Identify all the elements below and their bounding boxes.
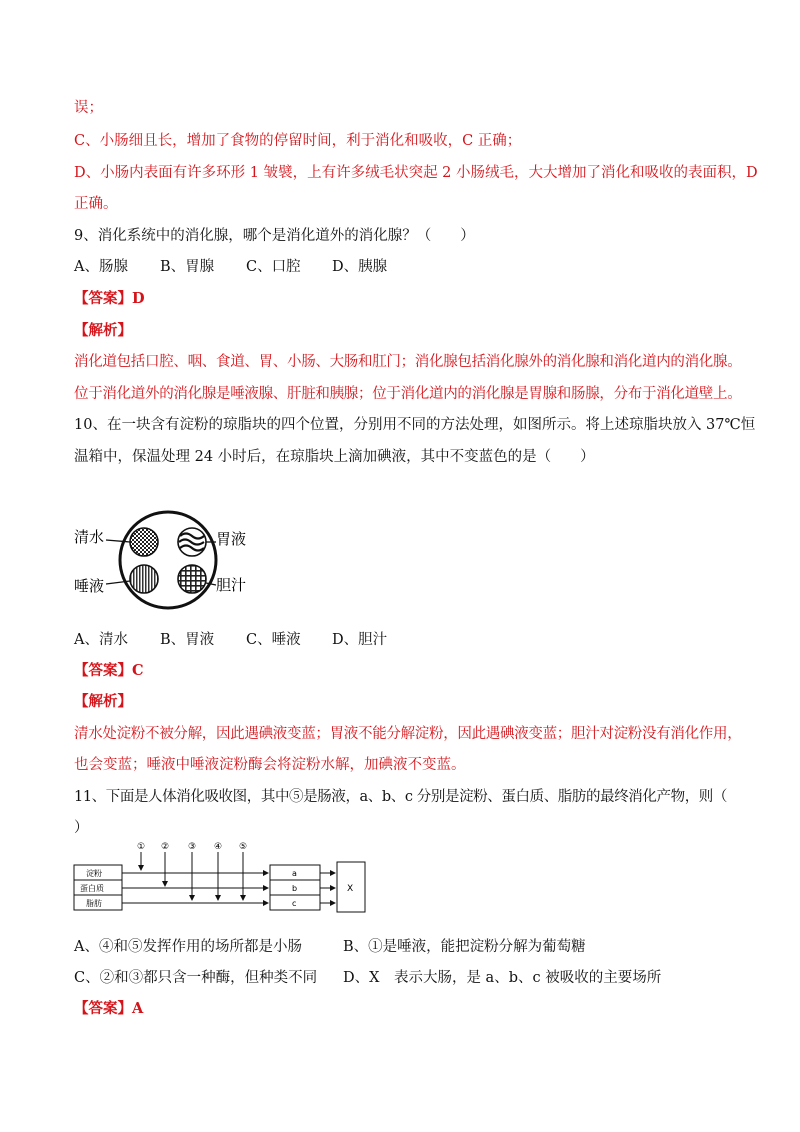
analysis-option-c: C、小肠细且长，增加了食物的停留时间，利于消化和吸收，C 正确； xyxy=(74,133,522,149)
option-c: C、口腔 xyxy=(246,259,301,275)
question-10-line-2: 温箱中，保温处理 24 小时后，在琼脂块上滴加碘液，其中不变蓝色的是（ ） xyxy=(74,449,595,465)
marker-5: ⑤ xyxy=(239,842,248,852)
option-a: A、肠腺 xyxy=(74,259,128,275)
question-10-analysis-2: 也会变蓝；唾液中唾液淀粉酶会将淀粉水解，加碘液不变蓝。 xyxy=(74,757,466,773)
row-fat: 脂肪 xyxy=(86,899,102,908)
analysis-continued-line: 误； xyxy=(74,100,103,116)
analysis-option-d: D、小肠内表面有许多环形 1 皱襞，上有许多绒毛状突起 2 小肠绒毛，大大增加了消化和吸收的表面积，D xyxy=(74,165,758,181)
question-9: 9、消化系统中的消化腺，哪个是消化道外的消化腺？（ ） xyxy=(74,228,475,244)
option-d: D、胆汁 xyxy=(332,632,388,648)
marker-4: ④ xyxy=(214,842,223,852)
option-b: B、胃腺 xyxy=(160,259,215,275)
question-11-option-b: B、①是唾液，能把淀粉分解为葡萄糖 xyxy=(343,939,586,955)
analysis-option-d-end: 正确。 xyxy=(74,196,118,212)
label-saliva: 唾液 xyxy=(74,577,105,595)
marker-1: ① xyxy=(137,842,146,852)
question-9-analysis-2: 位于消化道外的消化腺是唾液腺、肝脏和胰腺；位于消化道内的消化腺是胃腺和肠腺，分布于消化道壁上。 xyxy=(74,386,742,402)
saliva-spot xyxy=(130,565,158,593)
digestion-flow-figure xyxy=(72,840,372,920)
question-11-answer: 【答案】A xyxy=(74,1000,144,1017)
question-9-analysis-label: 【解析】 xyxy=(74,322,132,339)
bile-spot xyxy=(178,565,206,593)
marker-3: ③ xyxy=(188,842,197,852)
agar-plate-circle xyxy=(120,512,216,608)
question-9-analysis-1: 消化道包括口腔、咽、食道、胃、小肠、大肠和肛门；消化腺包括消化腺外的消化腺和消化道内的消化腺。 xyxy=(74,354,742,370)
question-10-line-1: 10、在一块含有淀粉的琼脂块的四个位置，分别用不同的方法处理，如图所示。将上述琼脂块放入 37℃恒 xyxy=(74,417,756,433)
agar-plate-figure xyxy=(70,505,260,615)
label-gastric: 胃液 xyxy=(216,530,247,548)
question-9-answer: 【答案】D xyxy=(74,290,145,307)
question-11-option-c: C、②和③都只含一种酶，但种类不同 xyxy=(74,970,318,986)
label-water: 清水 xyxy=(74,528,105,546)
option-c: C、唾液 xyxy=(246,632,301,648)
question-10-analysis-1: 清水处淀粉不被分解，因此遇碘液变蓝；胃液不能分解淀粉，因此遇碘液变蓝；胆汁对淀粉没有消化作用， xyxy=(74,726,742,742)
water-spot xyxy=(130,528,158,556)
label-bile: 胆汁 xyxy=(216,576,247,594)
gastric-spot xyxy=(178,528,206,556)
marker-2: ② xyxy=(161,842,170,852)
question-11-line-2: ） xyxy=(74,820,89,836)
question-10-analysis-label: 【解析】 xyxy=(74,693,132,710)
row-protein: 蛋白质 xyxy=(80,884,104,893)
question-10-answer: 【答案】C xyxy=(74,662,144,679)
question-10-options xyxy=(74,630,387,650)
row-starch: 淀粉 xyxy=(86,869,102,878)
product-c: c xyxy=(292,899,297,908)
question-9-options xyxy=(74,257,387,277)
option-b: B、胃液 xyxy=(160,632,215,648)
option-d: D、胰腺 xyxy=(332,259,388,275)
product-a: a xyxy=(292,869,297,878)
question-11-line-1: 11、下面是人体消化吸收图，其中⑤是肠液，a、b、c 分别是淀粉、蛋白质、脂肪的最终消化产物，则（ xyxy=(74,789,728,805)
x-box-label: X xyxy=(347,884,354,894)
question-11-option-d: D、X 表示大肠，是 a、b、c 被吸收的主要场所 xyxy=(343,970,662,986)
question-11-option-a: A、④和⑤发挥作用的场所都是小肠 xyxy=(74,939,302,955)
option-a: A、清水 xyxy=(74,632,128,648)
product-b: b xyxy=(292,884,298,893)
